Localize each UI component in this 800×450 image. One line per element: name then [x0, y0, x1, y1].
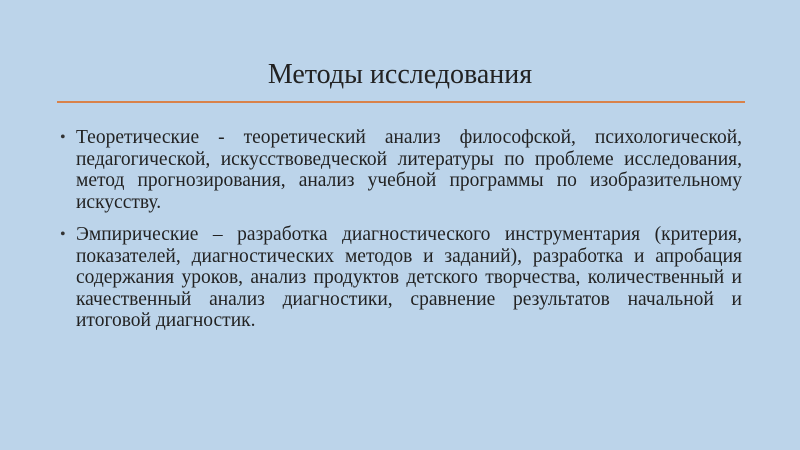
bullet-item-theoretical	[60, 127, 742, 213]
bullet-icon: •	[60, 226, 66, 243]
bullet-icon: •	[60, 129, 66, 146]
bullet-text: Эмпирические – разработка диагностического инструментария (критерия, показателей, диагностических методов и заданий), разработка и апробация содержания уроков, анализ продуктов детского творчества, количественный и качественный анализ диагностики, сравнение результатов начальной и итоговой диагностик.	[76, 224, 742, 331]
bullet-item-empirical	[60, 224, 742, 332]
bullet-list	[60, 127, 742, 332]
slide-title: Методы исследования	[267, 59, 533, 90]
title-divider	[57, 101, 745, 103]
bullet-text: Теоретические - теоретический анализ философской, психологической, педагогической, искусствоведческой литературы по проблеме исследования, метод прогнозирования, анализ учебной программы по изобразительному искусству.	[76, 127, 742, 213]
